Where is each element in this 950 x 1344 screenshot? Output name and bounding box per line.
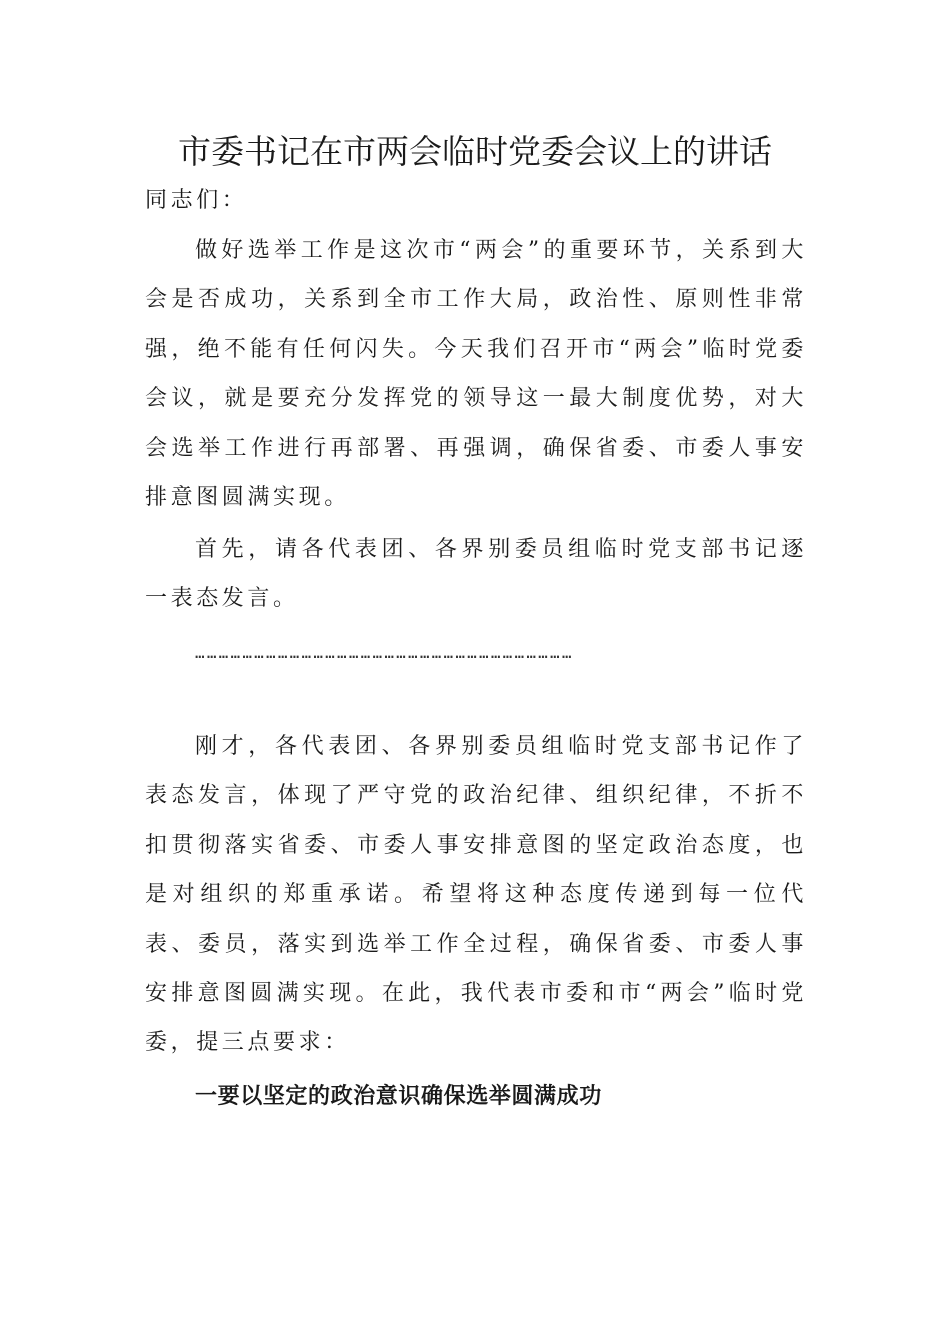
paragraph-2: 首先，请各代表团、各界别委员组临时党支部书记逐一表态发言。 — [145, 537, 807, 612]
section-heading-1: 一要以坚定的政治意识确保选举圆满成功 — [195, 1084, 602, 1109]
omission-dots: …………………………………………………………………………………… — [195, 643, 574, 662]
salutation: 同志们： — [145, 188, 248, 213]
paragraph-3: 刚才，各代表团、各界别委员组临时党支部书记作了表态发言，体现了严守党的政治纪律、组织纪律，不折不扣贯彻落实省委、市委人事安排意图的坚定政治态度，也是对组织的郑重承诺。希望将这种态度传递到每一位代表、委员，落实到选举工作全过程，确保省委、市委人事安排意图圆满实现。在此，我代表市委和市“两会”临时党委，提三点要求： — [145, 734, 807, 1056]
paragraph-1: 做好选举工作是这次市“两会”的重要环节，关系到大会是否成功，关系到全市工作大局，政治性、原则性非常强，绝不能有任何闪失。今天我们召开市“两会”临时党委会议，就是要充分发挥党的领导这一最大制度优势，对大会选举工作进行再部署、再强调，确保省委、市委人事安排意图圆满实现。 — [145, 238, 807, 511]
document-title: 市委书记在市两会临时党委会议上的讲话 — [178, 132, 772, 171]
